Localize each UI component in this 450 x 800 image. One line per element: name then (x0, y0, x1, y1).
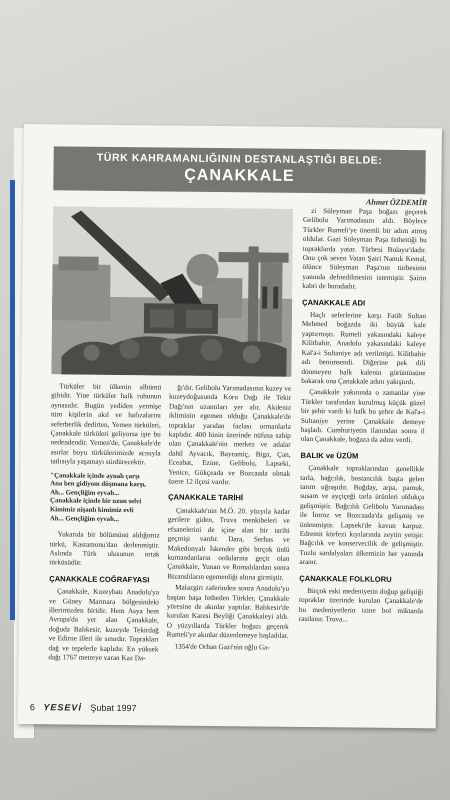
history-continued: zi Süleyman Paşa boğazı geçerek Gelibolu Yarımadasını aldı. Böylece Türkler Rumeli'ye önemli bir adım atmış oldular. Gazi Süleyman Paşa fethettiği bu topraklarda yatar. Türbesi Bolayır'dadır. Onu çok seven Vatan Şairi Namık Kemal, ölünce Süleyman Paşa'nın türbesinin yanında defnedilmesini istemiştir. Şairin kabri de buradadır. (302, 207, 428, 291)
section-heading-name: ÇANAKKALE ADI (302, 297, 366, 308)
page-number: 6 (29, 702, 35, 713)
poem-line: Çanakkale içinde bir uzun selvi (50, 497, 142, 506)
column-1 (48, 382, 161, 666)
folk-song-excerpt (50, 472, 161, 525)
magazine-name: YESEVİ (43, 702, 82, 713)
history-paragraph: Malazgirt zaferinden sonra Anadolu'yu baştan başa fetheden Türkler, Çanakkale yöresine de akınlar yaptılar. Balıkesir'de kurulan Karesi Beyliği Çanakkaleyi aldı. O yüzyıllarda Türkler boğazı geçerek Rumeli'ye akınlar düzenlemeye başladılar. (166, 583, 290, 640)
poem-line: Ah... Gençliğim eyvah... (50, 489, 120, 497)
cannon-monument-photo (51, 206, 293, 377)
section-heading-folklore: ÇANAKKALE FOLKLORU (299, 573, 392, 584)
folklore-paragraph: Birçok eski medeniyetin doğup geliştiği topraklar üzerinde kurulan Çanakkale'de bu medeniyetlerin izine bol miktarda rastlanır. Truva... (298, 587, 424, 624)
geography-paragraph: Çanakkale, Kuzeybatı Anadolu'ya ve Güney Marmara bölgesindeki illerimizden biridir. Hem Asya hem Avrupa'da yer alan Çanakkale, doğuda Balıkesir, kuzeyde Tekirdağ ve Edirne illeri ile sınırdır. Toprakları dağ ve tepelerle kaplıdır. En yüksek dağı 1767 metreye varan Kaz Da- (48, 587, 160, 663)
name-paragraph: Haçlı seferlerine karşı Fatih Sultan Mehmed boğazda iki büyük kale yaptırmıştı. Rumeli yakasındaki kaleye Kilitbahir, Anadolu yakasındaki kaleye Kal'a-i Sultaniye adı verilmişti. Kilitbahir adı benimsendi. Diğerine pek dili dönmeyen halk kalenin görüntüsüne bakarak ona Çanakkale adını yakıştırdı. (301, 311, 427, 387)
column-2 (166, 384, 291, 655)
column-3 (299, 207, 427, 628)
issue-date: Şubat 1997 (90, 702, 137, 714)
section-heading-geography: ÇANAKKALE COĞRAFYASI (49, 574, 150, 585)
history-paragraph: Çanakkale'nin M.Ö. 20. yüzyıla kadar gerilere giden, Truva menkibeleri ve efsanelerini de içine alan bir tarihi geçmişi vardır. Dara, Serhas ve Makedonyalı İskender gibi birçok ünlü kumandanların ordularına geçit olan Çanakkale, Yunan ve Romalılardan sonra Bizanslıların egemenliği altına girmiştir. (167, 506, 290, 582)
headline-kicker: TÜRK KAHRAMANLIĞININ DESTANLAŞTIĞI BELDE: (96, 151, 383, 167)
section-heading-history: ÇANAKKALE TARİHİ (168, 492, 244, 503)
name-paragraph: Çanakkale yakınında o zamanlar yine Türkler tarafından kurulmuş küçük güzel bir şehir vardı ki halk bu şehre de Kal'a-i Sultaniye yerine Çanakkale demeye başladı. Cumhuriyetin ilanından sonra il olan Çanakkale, boğaza da adını verdi. (300, 388, 426, 445)
page-footer (30, 702, 137, 713)
poem-line: "Çanakkale içinde aynalı çarşı (50, 471, 140, 480)
intro-paragraph: Türküler bir ülkenin albümü gibidir. Yine türküler halk ruhunun aynasıdır. Bugün yediden yetmişe tüm kişilerin akıl ve hafızalarını seferberlik dedirten, Yemen türküleri, Çanakkale türküleri geliyorsa işte bu nedendendir. Yemen'de, Çanakkale'de asırlar boyu türkülerimizde acısıyla tatlısıyla yaşamayı sürdürecektir. (50, 382, 162, 467)
poem-line: Kimimiz nişanlı kimimiz evli (49, 506, 134, 515)
section-heading-fish-grapes: BALIK ve ÜZÜM (300, 450, 359, 461)
page-edge-blue (10, 180, 15, 620)
headline-title: ÇANAKKALE (184, 166, 295, 185)
headline-banner (53, 146, 425, 194)
author-name: Ahmet ÖZDEMİR (366, 197, 428, 208)
history-paragraph: 1354'de Orhan Gazi'nin oğlu Ga- (174, 642, 270, 652)
poem-line: Ana ben gidiyom düşmana karşı, (50, 480, 147, 489)
poem-line: Ah... Gençliğim eyvah... (49, 514, 120, 523)
agriculture-paragraph: Çanakkale topraklarından genellikle tarla, bağcılık, bostancılık başta gelen tarım uğraşıdır. Buğday, arpa, pamuk, susam ve ayçiçeği tarla ürünleri oldukça gelişmiştir. Bağcılık Gelibolu Yarımadası ile İmroz ve Bozcaada'da gelişmiş ve ünlenmiştir. Lapseki'de kavun karpuz. Edremit körfezi kıyılarında zeytin yetişir. Bağcılık ve konservecilik de gelişmiştir. Tuzlu sardalyaları ülkemizin her yanında aranır. (299, 464, 425, 567)
after-poem-paragraph: Yukarıda bir bölümünü aldığımız türkü, Kastamonu'dan derlenmiştir. Aslında Türk ulusunun ortak türküsüdür. (49, 530, 160, 568)
geography-continued: ğı'dır. Gelibolu Yarımadasının kuzey ve kuzeydoğusunda Koru Dağı ile Tekir Dağı'nın uzantıları yer alır. Akdeniz ikliminin egemen olduğu Çanakkale'de topraklar yarıdan fazlası ormanlarla kaplıdır. 400 binin üzerinde nüfusa sahip olan Çanakkale'nin merkez ve adalar dahil Ayvacık, Bayramiç, Biga, Çan, Eceabat, Ezine, Gelibolu, Lapseki, Yenice, Gökçeada ve Bozcaada olmak üzere 12 ilçesi vardır. (168, 383, 292, 487)
magazine-page (18, 124, 442, 728)
